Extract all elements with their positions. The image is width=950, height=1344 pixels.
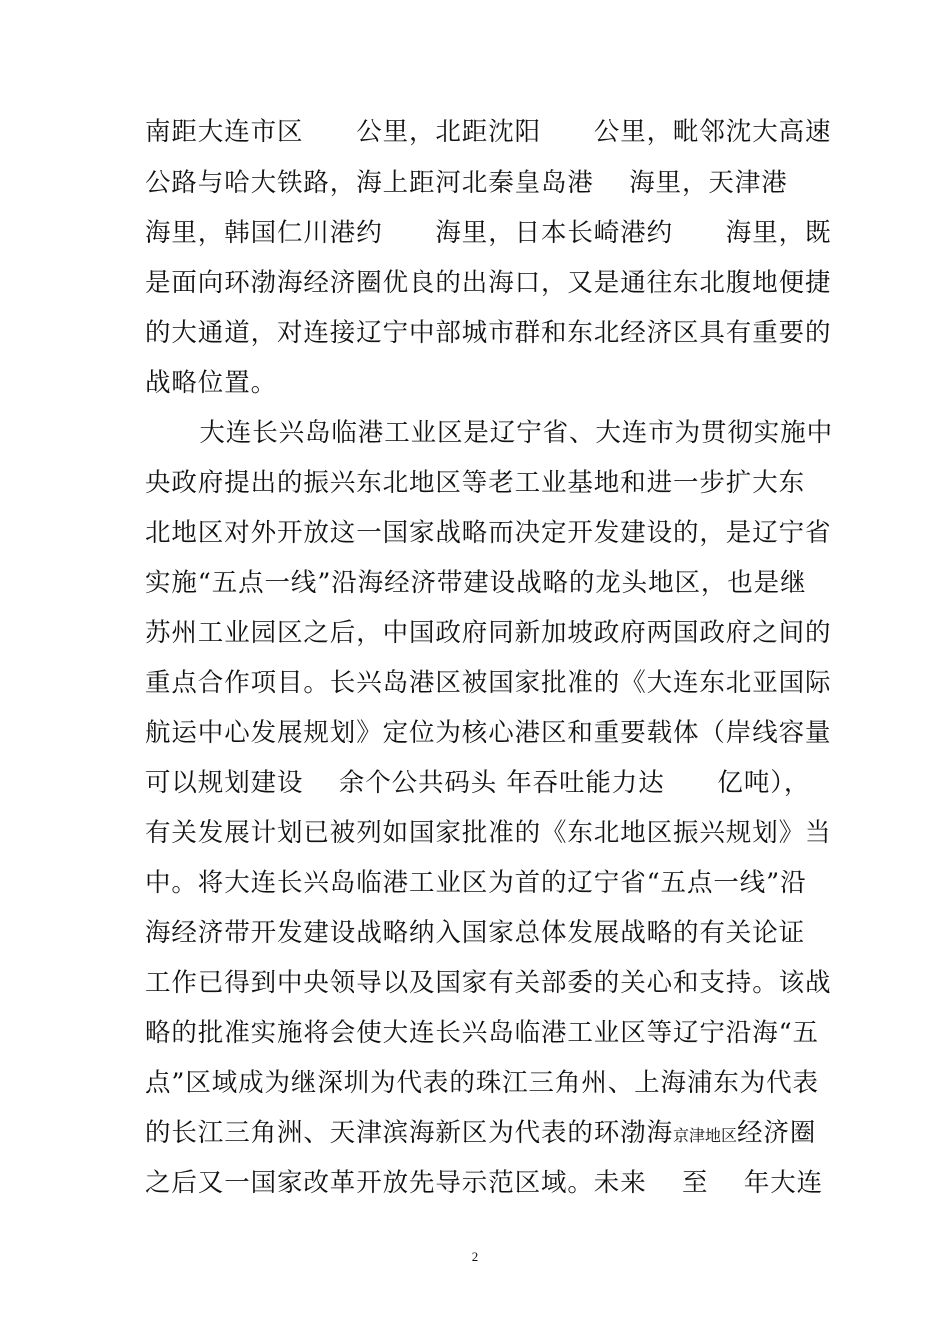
text-line: 大连长兴岛临港工业区是辽宁省、大连市为贯彻实施中 — [173, 418, 834, 448]
text-line: 航运中心发展规划》定位为核心港区和重要载体（岸线容量 — [145, 718, 832, 748]
text-run: 经济圈 — [737, 1118, 817, 1148]
text-line: 的大通道，对连接辽宁中部城市群和东北经济区具有重要的 — [145, 318, 832, 348]
text-line: 有关发展计划已被列如国家批准的《东北地区振兴规划》当 — [145, 818, 832, 848]
text-line: 战略位置。 — [145, 368, 278, 398]
text-line: 略的批准实施将会使大连长兴岛临港工业区等辽宁沿海“五 — [145, 1018, 819, 1048]
text-line: 可以规划建设 余个公共码头 年吞吐能力达 亿吨）， — [145, 768, 811, 798]
text-line: 公路与哈大铁路，海上距河北秦皇岛港 海里，天津港 — [145, 168, 788, 198]
text-line: 工作已得到中央领导以及国家有关部委的关心和支持。该战 — [145, 968, 832, 998]
text-line: 重点合作项目。长兴岛港区被国家批准的《大连东北亚国际 — [145, 668, 832, 698]
text-line — [145, 1118, 816, 1151]
text-line: 北地区对外开放这一国家战略而决定开发建设的，是辽宁省 — [145, 518, 832, 548]
text-line: 南距大连市区 公里，北距沈阳 公里，毗邻沈大高速 — [145, 117, 832, 147]
inline-small-text: 京津地区 — [673, 1126, 738, 1145]
text-line: 海里，韩国仁川港约 海里，日本长崎港约 海里，既 — [145, 218, 832, 248]
text-line: 中。将大连长兴岛临港工业区为首的辽宁省“五点一线”沿 — [145, 868, 807, 898]
text-line: 苏州工业园区之后，中国政府同新加坡政府两国政府之间的 — [145, 618, 832, 648]
page-number: 2 — [471, 1249, 479, 1264]
text-line: 点”区域成为继深圳为代表的珠江三角州、上海浦东为代表 — [145, 1068, 819, 1098]
text-line: 之后又一国家改革开放先导示范区域。未来 至 年大连 — [145, 1168, 824, 1198]
text-line: 是面向环渤海经济圈优良的出海口，又是通往东北腹地便捷 — [145, 268, 832, 298]
text-line: 央政府提出的振兴东北地区等老工业基地和进一步扩大东 — [145, 468, 806, 498]
text-line: 海经济带开发建设战略纳入国家总体发展战略的有关论证 — [145, 918, 806, 948]
text-line: 实施“五点一线”沿海经济带建设战略的龙头地区，也是继 — [145, 568, 807, 598]
text-run: 的长江三角洲、天津滨海新区为代表的环渤海 — [145, 1118, 674, 1148]
